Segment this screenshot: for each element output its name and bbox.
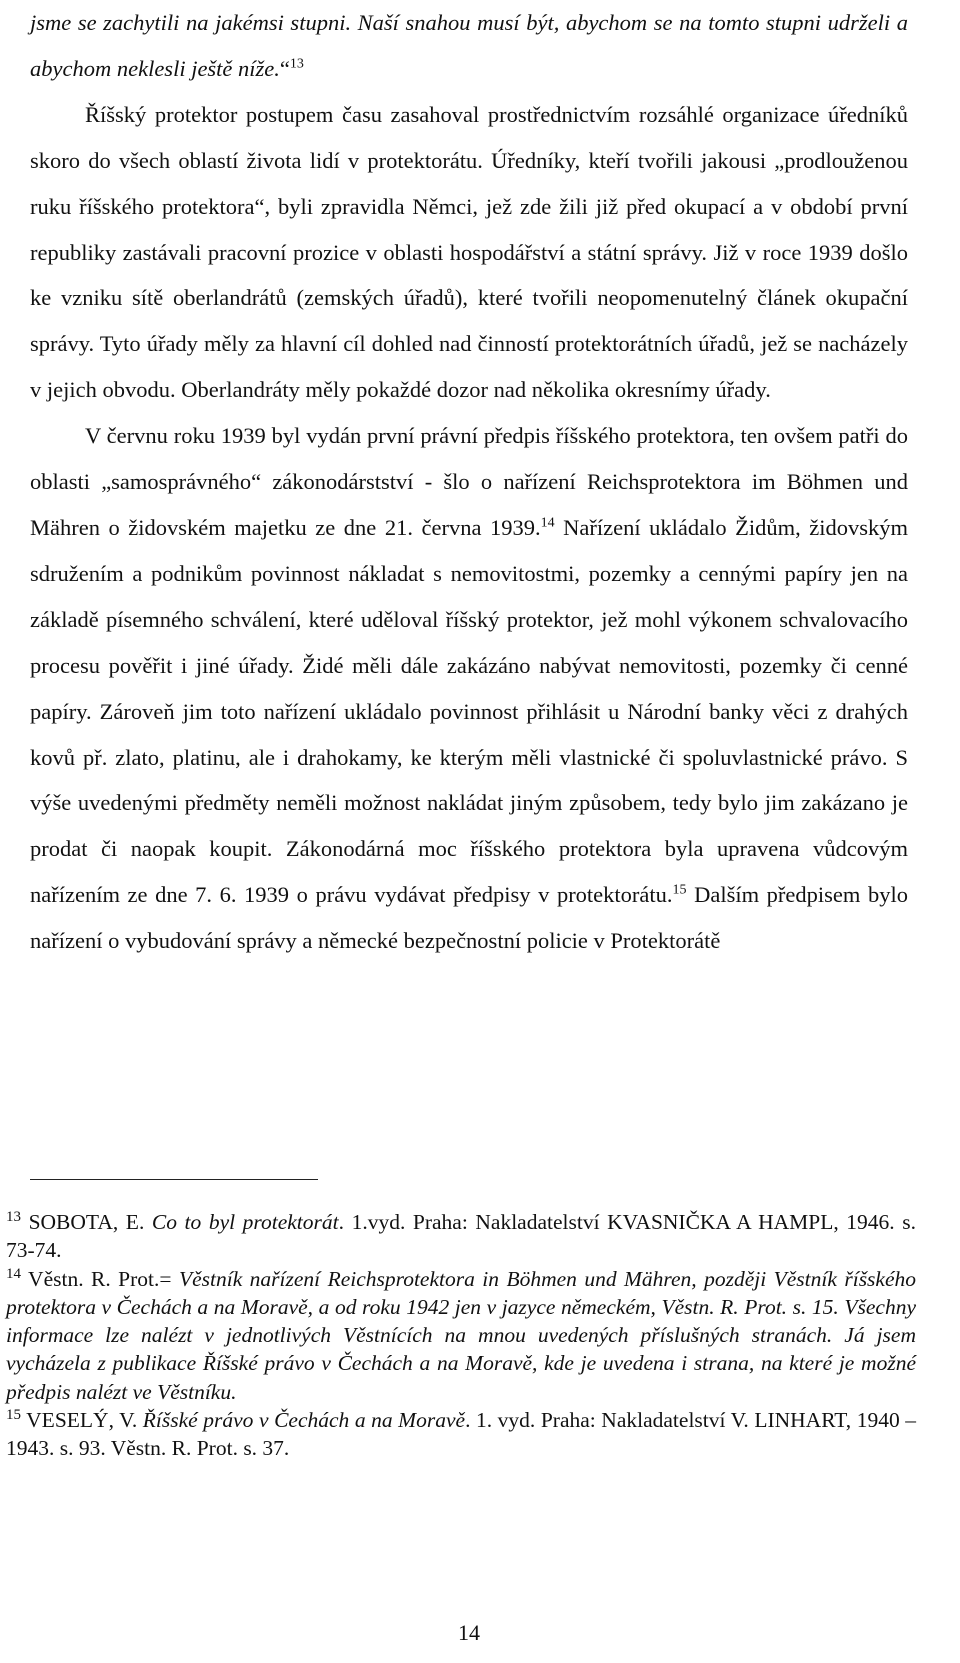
- quote-text: jsme se zachytili na jakémsi stupni. Naší snahou musí být, abychom se na tomto stupni udrželi a abychom neklesli ještě níže.: [30, 10, 908, 81]
- paragraph-text-b: Nařízení ukládalo Židům, židovským sdružením a podnikům povinnost nákladat s nemovitostmi, pozemky a cennými papíry jen na základě písemného schválení, které uděloval říšský protektor, jež mohl výkonem schvalovacího procesu pověřit i jiné úřady. Židé měli dále zakázáno nabývat nemovitosti, pozemky či cenné papíry. Zároveň jim toto nařízení ukládalo povinnost přihlásit u Národní banky věci z drahých kovů př. zlato, platinu, ale i drahokamy, ke kterým měli vlastnické či spoluvlastnické právo. S výše uvedenými předměty neměli možnost nakládat jiným způsobem, tedy bylo jim zakázano je prodat či naopak koupit. Zákonodárná moc říšského protektora byla upravena vůdcovým nařízením ze dne 7. 6. 1939 o právu vydávat předpisy v protektorátu.: [30, 514, 909, 908]
- footnote-separator: [30, 1179, 318, 1180]
- footnote-text: SOBOTA, E.: [21, 1210, 152, 1234]
- footnote-ref-14[interactable]: 14: [540, 515, 555, 531]
- footnote-15: [6, 1406, 916, 1463]
- footnote-text: . 1. vyd. Praha: Nakladatelství V. LINHART, 1940 – 1943. s. 93. Věstn. R. Prot. s. 37.: [6, 1408, 917, 1461]
- footnote-title: Co to byl protektorát: [151, 1210, 339, 1234]
- paragraph-continuation: [30, 0, 908, 92]
- footnote-14: [6, 1265, 916, 1406]
- paragraph-june-1939: [30, 413, 908, 964]
- footnote-number: 15: [6, 1406, 21, 1423]
- body-text: [30, 0, 908, 964]
- paragraph-protector-officials: Říšský protektor postupem času zasahoval prostřednictvím rozsáhlé organizace úředníků skoro do všech oblastí života lidí v protektorátu. Úředníky, kteří tvořili jakousi „prodlouženou ruku říšského protektora“, byli zpravidla Němci, jež zde žili již před okupací a v období první republiky zastávali pracovní prozice v oblasti hospodářství a státní správy. Již v roce 1939 došlo ke vzniku sítě oberlandrátů (zemských úřadů), které tvořili neopomenutelný článek okupační správy. Tyto úřady měly za hlavní cíl dohled nad činností protektorátních úřadů, jež se nacházely v jejich obvodu. Oberlandráty měly pokaždé dozor nad několika okresnímy úřady.: [30, 101, 908, 403]
- closing-quote-mark: “: [279, 55, 290, 81]
- document-page: [6, 0, 917, 1645]
- footnote-text: . 1.vyd. Praha: Nakladatelství KVASNIČKA A HAMPL, 1946. s. 73-74.: [6, 1210, 916, 1263]
- footnote-title: Říšské právo v Čechách a na Moravě: [142, 1408, 466, 1433]
- footnote-text: VESELÝ, V.: [21, 1408, 143, 1433]
- footnote-text: Věstn. R. Prot.=: [21, 1266, 179, 1291]
- footnote-italic-text: Věstník nařízení Reichsprotektora in Böhmen und Mähren, později Věstník říšského protektora v Čechách a na Moravě, a od roku 1942 jen v jazyce německém, Věstn. R. Prot. s. 15. Všechny informace lze nalézt v jednotlivých Věstnících na mnou uvedených příslušných stranách. Já jsem vycházela z publikace Říšské právo v Čechách a na Moravě, kde je uvedena i strana, na které je možné předpis nalézt ve Věstníku.: [6, 1266, 917, 1404]
- footnote-number: 14: [6, 1265, 21, 1282]
- page-number: 14: [458, 1620, 480, 1645]
- footnote-ref-13[interactable]: 13: [289, 56, 304, 72]
- paragraph-text-a: V červnu roku 1939 byl vydán první právní předpis říšského protektora, ten ovšem patři do oblasti „samosprávného“ zákonodárstství - šlo o nařízení Reichsprotektora im Böhmen und Mähren o židovském majetku ze dne 21. června 1939.: [30, 423, 908, 540]
- footnotes: [6, 1208, 916, 1463]
- footnote-13: [6, 1208, 916, 1265]
- footnote-ref-15[interactable]: 15: [672, 882, 687, 898]
- footnote-number: 13: [6, 1208, 21, 1225]
- paragraph-text-c: Dalším předpisem bylo nařízení o vybudování správy a německé bezpečnostní policie v Protektorátě: [30, 882, 908, 954]
